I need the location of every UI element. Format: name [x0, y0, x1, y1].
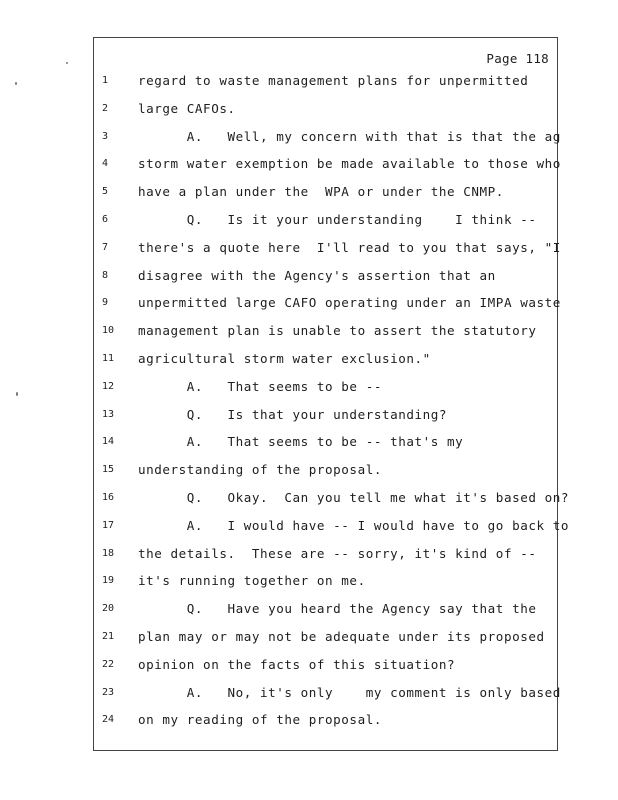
transcript-line	[94, 379, 557, 397]
scan-speck	[16, 392, 18, 396]
line-number: 17	[102, 519, 115, 531]
line-number: 23	[102, 686, 115, 698]
line-number: 10	[102, 325, 115, 337]
line-text: disagree with the Agency's assertion that an	[138, 267, 496, 283]
line-number: 6	[102, 214, 109, 225]
transcript-line	[94, 323, 557, 341]
line-text: the details. These are -- sorry, it's kind of --	[138, 545, 537, 561]
transcript-line	[94, 268, 557, 286]
transcript-line	[94, 517, 569, 536]
line-number: 15	[102, 464, 115, 476]
line-number: 13	[102, 408, 115, 420]
transcript-line	[94, 601, 557, 619]
transcript-line	[94, 434, 557, 452]
line-number: 2	[102, 102, 109, 114]
line-number: 1	[102, 75, 109, 86]
line-number: 16	[102, 492, 115, 503]
transcript-line	[94, 546, 557, 564]
transcript-line	[94, 407, 557, 425]
line-number: 24	[102, 714, 115, 726]
transcript-line	[94, 684, 561, 703]
line-number: 22	[102, 658, 115, 670]
transcript-line	[94, 239, 561, 258]
transcript-page	[93, 37, 569, 751]
line-number: 11	[102, 353, 115, 364]
line-text: it's running together on me.	[138, 573, 366, 589]
line-text: A. No, it's only my comment is only based	[138, 684, 561, 700]
line-text: unpermitted large CAFO operating under an IMPA waste	[138, 295, 561, 311]
transcript-line	[94, 212, 557, 230]
line-text: understanding of the proposal.	[138, 462, 382, 478]
transcript-line	[94, 462, 557, 480]
line-number: 3	[102, 130, 109, 142]
transcript-line	[94, 295, 561, 313]
page-number: Page 118	[486, 51, 549, 66]
line-number: 18	[102, 547, 115, 559]
line-text: Q. Is that your understanding?	[138, 406, 448, 422]
line-number: 7	[102, 241, 109, 253]
line-number: 12	[102, 380, 115, 392]
line-number: 9	[102, 297, 109, 309]
line-text: Q. Okay. Can you tell me what it's based on?	[138, 490, 569, 505]
line-text: management plan is unable to assert the statutory	[138, 323, 537, 339]
transcript-line	[94, 156, 561, 174]
line-text: there's a quote here I'll read to you that says, "I	[138, 239, 561, 255]
transcript-line	[94, 101, 557, 119]
line-text: Q. Have you heard the Agency say that the	[138, 601, 537, 617]
line-text: A. Well, my concern with that is that the ag	[138, 128, 561, 144]
line-text: regard to waste management plans for unpermitted	[138, 73, 529, 88]
scan-speck	[66, 62, 68, 64]
line-number: 14	[102, 436, 115, 448]
line-number: 4	[102, 158, 109, 170]
line-text: Q. Is it your understanding I think --	[138, 212, 537, 227]
line-text: plan may or may not be adequate under its proposed	[138, 629, 545, 644]
transcript-line	[94, 573, 557, 591]
scan-speck	[15, 82, 17, 85]
line-text: on my reading of the proposal.	[138, 712, 382, 728]
line-text: A. I would have -- I would have to go back to	[138, 517, 569, 533]
transcript-line	[94, 712, 557, 730]
line-text: opinion on the facts of this situation?	[138, 656, 456, 672]
transcript-line	[94, 490, 569, 508]
line-text: agricultural storm water exclusion."	[138, 351, 431, 366]
line-number: 19	[102, 575, 115, 587]
line-text: storm water exemption be made available to those who	[138, 156, 561, 172]
transcript-line	[94, 629, 557, 647]
line-number: 20	[102, 603, 115, 615]
line-number: 21	[102, 631, 115, 642]
line-text: large CAFOs.	[138, 100, 236, 116]
line-text: A. That seems to be --	[138, 378, 382, 394]
transcript-line	[94, 184, 557, 202]
line-number: 5	[102, 186, 109, 198]
transcript-line	[94, 351, 557, 369]
line-text: A. That seems to be -- that's my	[138, 434, 464, 450]
transcript-line	[94, 73, 557, 91]
line-text: have a plan under the WPA or under the CNMP.	[138, 184, 504, 200]
transcript-line	[94, 657, 557, 675]
line-number: 8	[102, 269, 109, 281]
transcript-line	[94, 128, 561, 147]
